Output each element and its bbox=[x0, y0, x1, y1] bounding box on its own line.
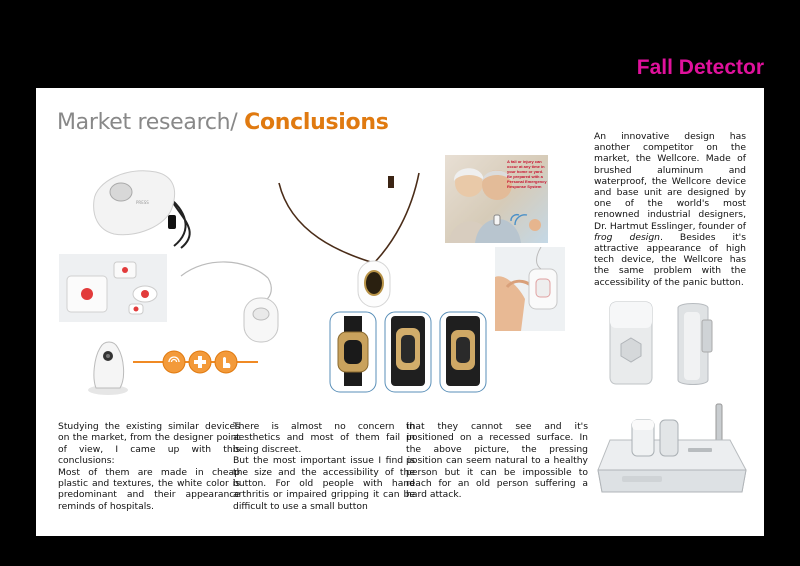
title-part-conclusions: Conclusions bbox=[244, 110, 389, 135]
plus-icon bbox=[189, 351, 211, 373]
conclusions-column-2: There is almost no concern in aesthetics and most of them fail in being discreet. But the most important issue I find is the size and the accessibility of the button. For old people with hand arthritis or impaired gripping it can be difficult to use a small button bbox=[233, 421, 415, 512]
alarm-set-image bbox=[59, 254, 167, 322]
white-pendant-device-image bbox=[86, 160, 211, 250]
oval-pendant-image bbox=[271, 163, 421, 313]
hand-icon bbox=[215, 351, 237, 373]
signal-icon bbox=[163, 351, 185, 373]
poster-text: A fall or injury can occur at any time in your home or yard. Be prepared with a Personal Emergency Response System bbox=[507, 159, 547, 189]
page-title bbox=[57, 110, 388, 135]
wellcore-text-b: . Besides it's attractive appearance of high tech device, the Wellcore has the same problem with the accessibility of the panic button. bbox=[594, 231, 746, 288]
conclusions-column-1: Studying the existing similar devices on the market, from the designer point of view, I came up with this conclusions: Most of them are made in cheap plastic and textures, the white color is predominant and their appearance reminds of hospitals. bbox=[58, 421, 240, 512]
feature-icons-strip bbox=[133, 346, 258, 378]
wellcore-description bbox=[594, 131, 746, 288]
svg-text:PRESS: PRESS bbox=[136, 200, 149, 205]
frog-design-text: frog design bbox=[594, 231, 660, 243]
wellcore-text-a: An innovative design has another competitor on the market, the Wellcore. Made of brushed aluminum and waterproof, the Wellcore device and base unit are designed by one of the world's most renowned industrial designers, Dr. Hartmut Esslinger, founder of bbox=[594, 131, 747, 232]
elderly-couple-photo bbox=[445, 155, 548, 243]
standing-sensor-image bbox=[86, 338, 131, 396]
wellcore-base-unit-image bbox=[592, 400, 752, 512]
wristband-devices-image bbox=[328, 310, 488, 394]
hand-pressing-button-photo bbox=[495, 247, 565, 331]
wellcore-devices-image bbox=[604, 296, 724, 388]
header-title: Fall Detector bbox=[636, 56, 764, 79]
title-part-market-research: Market research/ bbox=[57, 110, 245, 135]
content-panel bbox=[36, 88, 764, 536]
conclusions-column-3: that they cannot see and it's positioned on a recessed surface. In the above picture, the pressing position can seem natural to a healthy person but it can be impossible to reach for an old person suffering a hard attack. bbox=[406, 421, 588, 501]
